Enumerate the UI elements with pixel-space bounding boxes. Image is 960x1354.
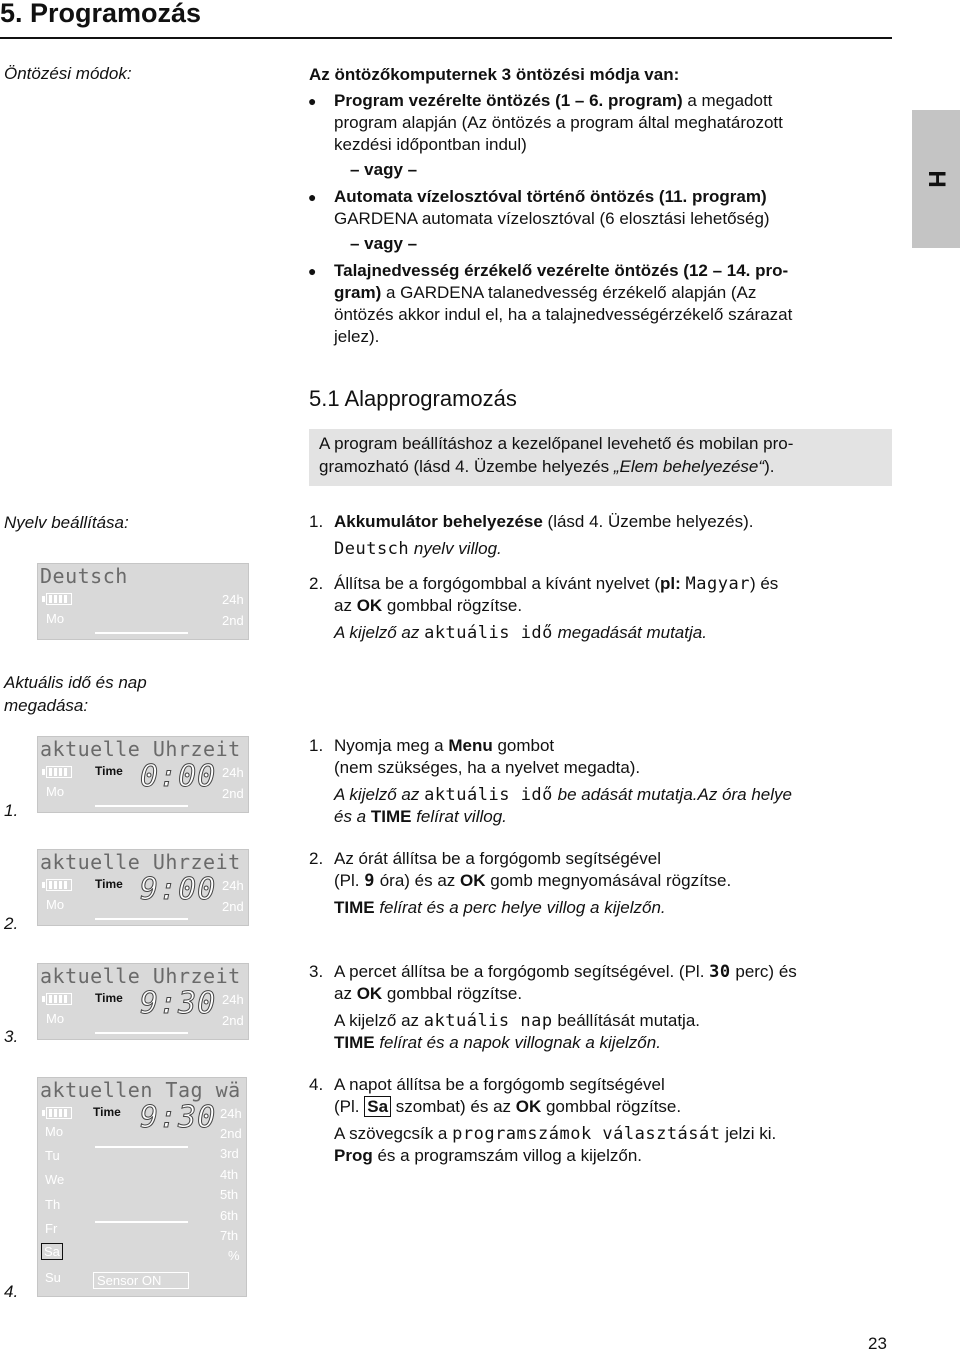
lcd-2nd: 2nd [222,1013,244,1028]
language-tab-label: H [923,170,950,188]
lang-step-2-lcd-word: Magyar [685,574,750,594]
lang-step-2-l3-post: megadását mutatja. [552,623,707,642]
or-separator-2: – vagy – [350,234,418,253]
battery-icon [46,766,72,778]
t3-l1-pre: A percet állítsa be a forgógomb segítségével. (Pl. [334,962,710,981]
time-step-3-num: 3. [309,962,324,981]
t4-l2-pre: (Pl. [334,1097,365,1116]
lcd-right-4: 4th [220,1167,239,1182]
time-step-2-num: 2. [309,849,324,868]
t2-l2-pre: (Pl. [334,871,365,890]
lang-step-2-lcd-word-2: aktuális idő [424,623,553,643]
lcd-right-7: 7th [220,1228,239,1243]
lcd-time-label: Time [95,764,123,778]
t3-lcd-word: aktuális nap [423,1011,553,1031]
section-heading: 5.1 Alapprogramozás [309,386,517,411]
lcd-underline [95,632,188,634]
lcd-clock: 9:30 [140,986,217,1021]
bullet-icon: ● [308,93,317,109]
lang-step-1-num: 1. [309,512,324,531]
time-label: TIME [334,1033,375,1052]
page-number: 23 [868,1334,887,1353]
t1-l4-pre: és a [334,807,371,826]
t4-l3-post: jelzi ki. [720,1124,777,1143]
language-side-label: Nyelv beállítása: [4,513,129,532]
lcd-heading: aktuelle Uhrzeit [40,964,241,988]
lang-step-2-end: ) és [749,574,779,593]
lcd-day-tu: Tu [45,1148,60,1163]
lcd-time-label: Time [93,1105,121,1119]
t4-lcd-word: programszámok választását [452,1124,721,1144]
mode-1-line-3: kezdési időpontban indul) [334,135,527,154]
mode-3-text: a GARDENA talanedvesség érzékelő alapján (Az [381,283,757,302]
lcd-right-percent: % [228,1248,240,1263]
bullet-icon: ● [308,189,317,205]
mode-2-title: Automata vízelosztóval történő öntözés (11. program) [334,187,767,206]
time-label: TIME [334,898,375,917]
battery-icon [46,993,72,1005]
language-tab [912,110,960,248]
t2-l3-post: felírat és a perc helye villog a kijelzőn. [374,898,666,917]
t3-l4-post: felírat és a napok villognak a kijelzőn. [374,1033,661,1052]
t1-l3-post: be adását mutatja.Az óra helye [552,785,792,804]
t1-lcd-word: aktuális idő [424,785,553,805]
t1-pre: Nyomja meg a [334,736,449,755]
lcd-time-1 [37,736,249,813]
lcd-day: Mo [46,784,65,799]
t2-l2-mid: óra) és az [374,871,461,890]
mode-3-line-3: öntözés akkor indul el, ha a talajnedvességérzékelő szárazat [334,305,793,324]
modes-side-label: Öntözési módok: [4,64,132,83]
lang-step-2-pl: pl: [660,574,681,593]
time-side-label-l2: megadása: [4,696,89,715]
battery-icon [46,593,72,605]
t4-l2-mid: szombat) és az [391,1097,516,1116]
time-label: TIME [370,807,412,826]
menu-label: Menu [448,736,493,755]
lcd-2nd: 2nd [222,613,244,628]
or-separator-1: – vagy – [350,160,418,179]
lcd-underline [95,918,188,920]
lcd-time-label: Time [95,877,123,891]
mode-2-line-2: GARDENA automata vízelosztóval (6 elosztási lehetőség) [334,209,770,228]
t3-l2-post: gombbal rögzítse. [382,984,523,1003]
modes-intro: Az öntözőkomputernek 3 öntözési módja van: [309,65,680,84]
lcd-day-su: Su [45,1270,61,1285]
lcd-clock: 0:00 [140,759,217,794]
time-step-3 [334,961,894,1054]
lcd-right-5: 5th [220,1187,239,1202]
t4-l2-post: gombbal rögzítse. [541,1097,682,1116]
lcd-heading: aktuelle Uhrzeit [40,850,241,874]
lcd-clock: 9:00 [140,872,217,907]
mode-1-text: a megadott [682,91,773,110]
ok-label: OK [356,596,383,615]
lcd-day-mo: Mo [45,1124,64,1139]
lang-step-2-text: Állítsa be a forgógombbal a kívánt nyelvet ( [334,574,661,593]
lang-step-2-l3-pre: A kijelző az [334,623,425,642]
lcd-24h: 24h [222,878,244,893]
t1-line-2: (nem szükséges, ha a nyelvet megadta). [334,758,641,777]
ok-label: OK [460,871,486,890]
note-reference: „Elem behelyezése“ [613,457,765,476]
time-step-1 [334,735,894,828]
mode-3-title-end: gram) [334,283,382,302]
lcd-step-num-2: 2. [4,914,19,933]
lcd-clock: 9:30 [140,1100,217,1135]
lang-step-2-num: 2. [309,574,324,593]
battery-icon [46,1107,72,1119]
note-line-2: gramozható (lásd 4. Üzembe helyezés [319,457,614,476]
time-step-1-num: 1. [309,736,324,755]
lang-step-2-l2-post: gombbal rögzítse. [382,596,523,615]
lcd-2nd: 2nd [222,786,244,801]
lcd-underline [95,1146,188,1148]
lcd-24h: 24h [222,992,244,1007]
time-side-label [4,671,147,717]
t3-l1-post: perc) és [730,962,797,981]
lcd-right-3: 3rd [220,1146,239,1161]
lang-step-2 [334,573,894,644]
battery-icon [46,879,72,891]
lcd-heading: aktuellen Tag wä [40,1078,241,1102]
lang-step-2-l2-pre: az [334,596,357,615]
lcd-time-label: Time [95,991,123,1005]
lcd-sensor-label: Sensor [97,1273,139,1288]
t2-nine: 9 [364,871,375,891]
t4-l3-pre: A szövegcsík a [334,1124,453,1143]
lcd-time-2 [37,849,249,926]
lcd-step-num-4: 4. [4,1282,19,1301]
time-step-2 [334,848,894,919]
lcd-day-th: Th [45,1197,61,1212]
t2-line-1: Az órát állítsa be a forgógomb segítségével [334,849,661,868]
t4-line-1: A napot állítsa be a forgógomb segítségével [334,1075,665,1094]
lcd-heading: aktuelle Uhrzeit [40,737,241,761]
lcd-day-we: We [45,1172,65,1187]
t4-l4-post: és a programszám villog a kijelzőn. [372,1146,643,1165]
t1-l4-post: felírat villog. [411,807,507,826]
page-title: 5. Programozás [0,0,202,28]
t1-post: gombot [492,736,555,755]
lang-step-1-text: (lásd 4. Üzembe helyezés). [542,512,754,531]
time-step-4-num: 4. [309,1075,324,1094]
lcd-right-2: 2nd [220,1126,242,1141]
t3-l3-pre: A kijelző az [334,1011,424,1030]
lcd-underline [95,805,188,807]
t2-l2-post: gomb megnyomásával rögzítse. [485,871,732,890]
mode-3-line-4: jelez). [334,327,380,346]
lcd-2nd: 2nd [222,899,244,914]
note-line-1: A program beállításhoz a kezelőpanel levehető és mobilan pro- [319,434,794,453]
lang-step-1 [334,511,894,560]
lcd-day-select [37,1077,247,1297]
lcd-day-fr: Fr [45,1221,58,1236]
lcd-24h: 24h [222,592,244,607]
mode-1-line-2: program alapján (Az öntözés a program által meghatározott [334,113,783,132]
time-step-4 [334,1074,894,1167]
lcd-language [37,563,249,640]
lcd-sensor-on: ON [141,1273,162,1288]
title-rule [0,37,892,39]
t3-thirty: 30 [709,962,731,982]
lcd-24h: 24h [222,765,244,780]
lcd-step-num-3: 3. [4,1027,19,1046]
lcd-day-sa-selected: Sa [41,1243,63,1260]
lcd-day: Mo [46,611,65,626]
bullet-icon: ● [308,263,317,279]
mode-1-title: Program vezérelte öntözés (1 – 6. program) [334,91,683,110]
lcd-step-num-1: 1. [4,801,19,820]
mode-3-title: Talajnedvesség érzékelő vezérelte öntözés (12 – 14. pro- [334,261,789,280]
lcd-underline [95,1221,188,1223]
ok-label: OK [356,984,383,1003]
ok-label: OK [515,1097,542,1116]
lcd-heading: Deutsch [40,564,128,588]
t3-l2-pre: az [334,984,357,1003]
lcd-underline [95,1032,188,1034]
lcd-day: Mo [46,897,65,912]
lcd-sensor-box [93,1272,189,1289]
info-note [309,429,892,486]
mode-bullet-3 [308,260,894,348]
t3-l3-post: beállítását mutatja. [552,1011,701,1030]
lang-step-1-lcd-word: Deutsch [334,539,410,559]
note-line-2-end: ). [764,457,775,476]
prog-label: Prog [334,1146,373,1165]
t4-sa-box: Sa [364,1096,391,1117]
lang-step-1-note: nyelv villog. [409,539,502,558]
mode-bullet-1 [308,90,894,156]
lcd-time-3 [37,963,249,1040]
lcd-right-1: 24h [220,1106,242,1121]
lang-step-1-title: Akkumulátor behelyezése [334,512,543,531]
time-side-label-l1: Aktuális idő és nap [4,673,147,692]
t1-l3-pre: A kijelző az [334,785,425,804]
lcd-day: Mo [46,1011,65,1026]
mode-bullet-2 [308,186,894,230]
lcd-right-6: 6th [220,1208,239,1223]
